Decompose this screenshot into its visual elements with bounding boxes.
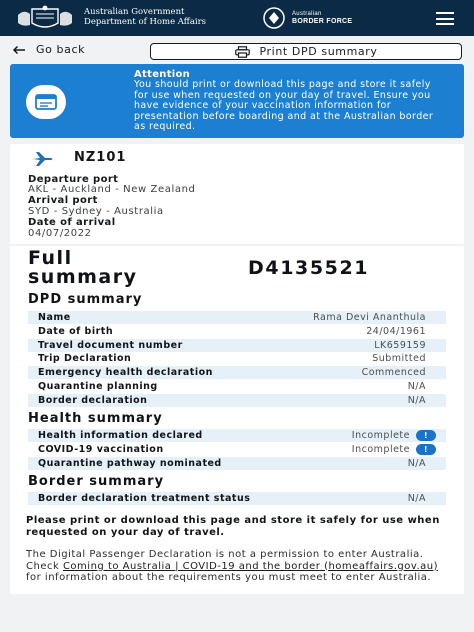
summary-row-trip-declaration (28, 352, 446, 365)
dpd-note-suffix: for information about the requirements you must meet to enter Australia. (26, 572, 432, 583)
summary-row-travel-document (28, 339, 446, 352)
row-label: Border declaration treatment status (38, 493, 251, 504)
attention-body: You should print or download this page and store it safely for use when requested on your day of travel. Ensure you have evidence of your vaccination information for presentation before boarding and at the Australian border as required. (134, 79, 434, 132)
back-label: Go back (36, 43, 86, 56)
row-label: Trip Declaration (38, 353, 132, 364)
department-name: Department of Home Affairs (84, 17, 207, 27)
row-value: LK659159 (374, 340, 426, 351)
dpd-disclaimer (26, 549, 451, 584)
arrival-date-label: Date of arrival (28, 217, 116, 228)
hamburger-menu-icon[interactable] (436, 12, 454, 25)
row-value: N/A (407, 493, 426, 504)
arrival-port-label: Arrival port (28, 195, 98, 206)
full-summary-title: Full summary (28, 247, 138, 288)
crest-icon (14, 5, 76, 31)
row-value: N/A (407, 458, 426, 469)
summary-row-date-of-birth (28, 325, 446, 338)
document-card-icon (26, 85, 66, 119)
print-dpd-summary-button[interactable] (150, 43, 462, 60)
row-label: Border declaration (38, 395, 148, 406)
alert-icon[interactable]: ! (416, 444, 436, 455)
summary-card (10, 246, 464, 594)
health-row-information-declared[interactable] (28, 429, 446, 442)
government-title (84, 7, 206, 27)
border-row-treatment-status (28, 492, 446, 505)
dpd-note-prefix: The Digital Passenger Declaration is not a permission to enter Australia. Check (26, 549, 424, 572)
row-label: Travel document number (38, 340, 183, 351)
reference-number: D4135521 (248, 257, 370, 279)
border-force-title (292, 10, 352, 26)
back-link[interactable] (12, 43, 85, 56)
flight-card (10, 144, 464, 244)
print-label: Print DPD summary (259, 45, 378, 58)
summary-row-name (28, 311, 446, 324)
row-label: Emergency health declaration (38, 367, 213, 378)
flight-number: NZ101 (74, 150, 127, 165)
health-summary-title: Health summary (28, 411, 163, 426)
printer-icon (235, 46, 250, 58)
government-header (0, 0, 474, 36)
print-note: Please print or download this page and store it safely for use when requested on your day of travel. (26, 515, 440, 538)
alert-icon[interactable]: ! (416, 430, 436, 441)
health-row-covid-vaccination[interactable] (28, 443, 446, 456)
row-label: Health information declared (38, 430, 203, 441)
coming-to-australia-link[interactable]: Coming to Australia | COVID-19 and the border (homeaffairs.gov.au) (62, 560, 439, 572)
row-value: Incomplete (351, 444, 410, 455)
health-row-quarantine-pathway (28, 457, 446, 470)
row-value: Commenced (361, 367, 426, 378)
row-value: Rama Devi Ananthula (313, 312, 426, 323)
departure-port-label: Departure port (28, 174, 119, 185)
row-label: Quarantine planning (38, 381, 158, 392)
summary-row-emergency-health (28, 366, 446, 379)
row-label: Quarantine pathway nominated (38, 458, 222, 469)
agency-line-2: BORDER FORCE (292, 18, 353, 25)
plane-icon (32, 151, 54, 167)
row-value: 24/04/1961 (366, 326, 426, 337)
summary-row-quarantine-planning (28, 380, 446, 393)
row-value: N/A (407, 381, 426, 392)
attention-title: Attention (134, 69, 191, 80)
government-name: Australian Government (84, 7, 185, 17)
border-force-badge-icon (262, 7, 286, 29)
border-summary-title: Border summary (28, 474, 165, 489)
back-arrow-icon (12, 45, 26, 55)
arrival-date-value: 04/07/2022 (28, 228, 92, 239)
summary-row-border-declaration (28, 394, 446, 407)
agency-line-1: Australian (292, 11, 322, 17)
attention-banner (10, 64, 464, 138)
row-label: Name (38, 312, 71, 323)
row-value: Incomplete (351, 430, 410, 441)
dpd-summary-title: DPD summary (28, 292, 143, 307)
departure-port-value: AKL - Auckland - New Zealand (28, 184, 196, 195)
row-label: COVID-19 vaccination (38, 444, 164, 455)
arrival-port-value: SYD - Sydney - Australia (28, 206, 164, 217)
row-value: N/A (407, 395, 426, 406)
row-label: Date of birth (38, 326, 114, 337)
row-value: Submitted (372, 353, 426, 364)
